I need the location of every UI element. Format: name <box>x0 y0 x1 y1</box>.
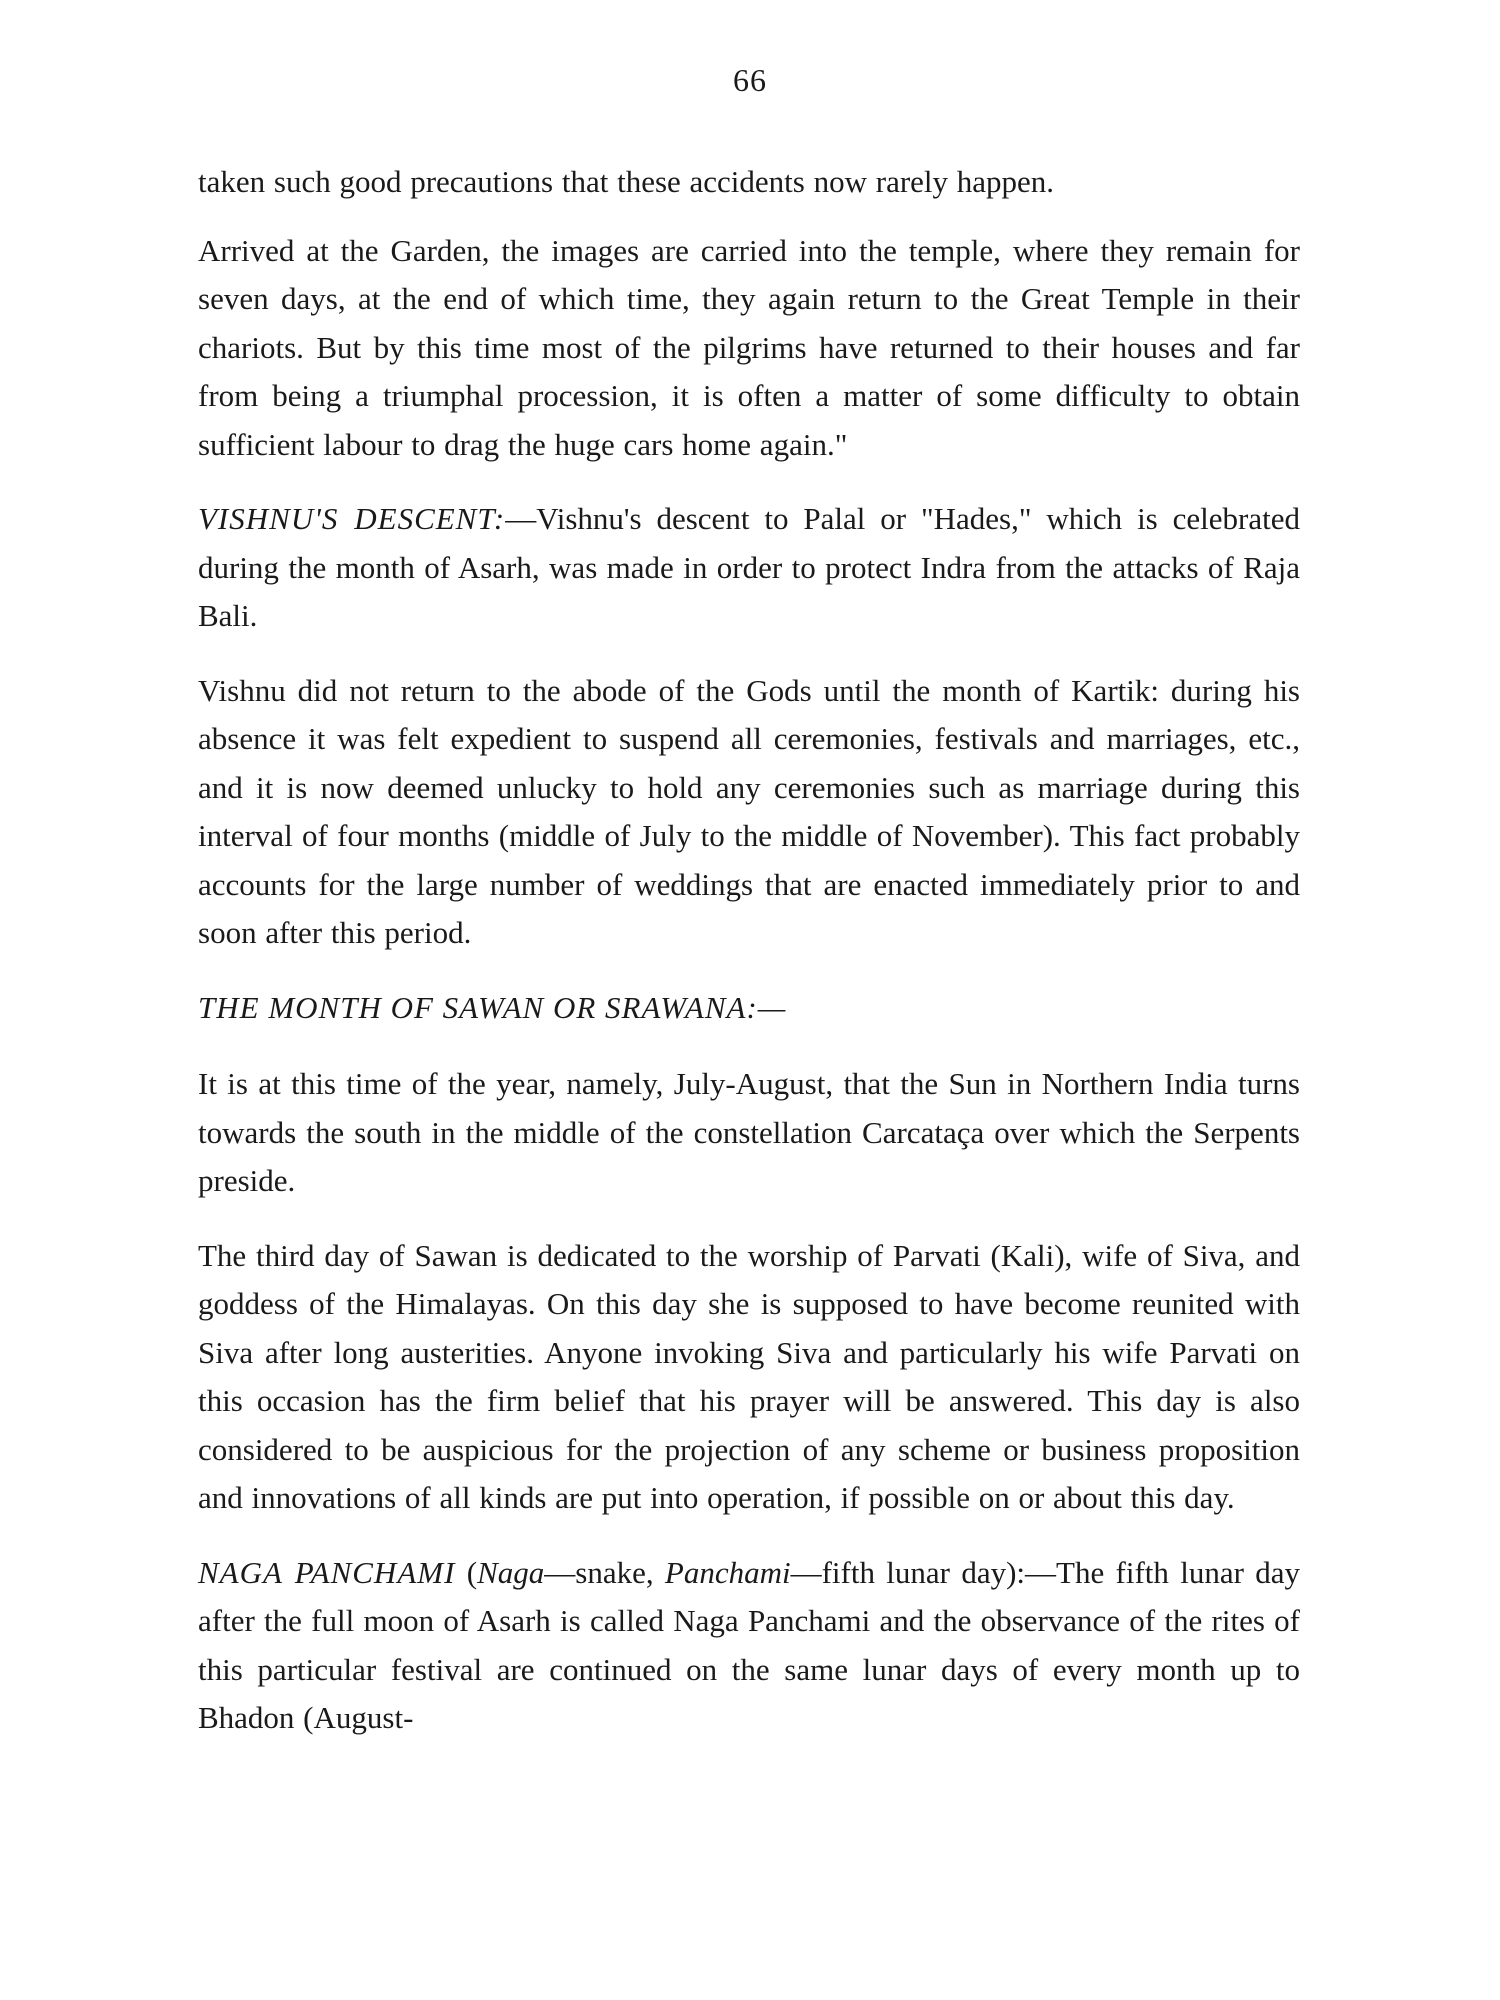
heading-naga-panchami: NAGA PANCHAMI <box>198 1554 456 1590</box>
naga-dash-two: —fifth lunar day):— <box>790 1554 1057 1590</box>
heading-vishnu-descent: VISHNU'S DESCENT: <box>198 501 506 536</box>
term-panchami: Panchami <box>664 1554 791 1590</box>
paragraph-continuation: taken such good precautions that these accidents now rarely happen. <box>198 164 1055 199</box>
term-naga: Naga <box>477 1554 545 1590</box>
body-text <box>198 158 1300 1769</box>
paragraph-vishnu-return: Vishnu did not return to the abode of the Gods until the month of Kartik: during his absence it was felt expedient to suspend all ceremonies, festivals and marriages, etc., and it is now deemed unlucky to hold any ceremonies such as marriage during this interval of four months (middle of July to the middle of November). This fact probably accounts for the large number of weddings that are enacted immediately prior to and soon after this period. <box>198 672 1300 950</box>
paragraph-naga-panchami <box>198 1549 1300 1743</box>
paragraph-sun-south: It is at this time of the year, namely, July-August, that the Sun in Northern India turns towards the south in the middle of the constellation Carcataça over which the Serpents preside. <box>198 1066 1300 1198</box>
naga-dash-one: —snake, <box>544 1554 665 1590</box>
paragraph-vishnu-descent <box>198 495 1300 641</box>
naga-panchami-body: The fifth lunar day after the full moon of Asarh is called Naga Panchami and the observance of the rites of this particular festival are continued on the same lunar days of every month up to Bhadon (August- <box>198 1554 1300 1735</box>
heading-month-of-sawan: THE MONTH OF SAWAN OR SRAWANA:— <box>198 989 787 1025</box>
naga-paren-open: ( <box>455 1554 478 1590</box>
paragraph-parvati: The third day of Sawan is dedicated to the worship of Parvati (Kali), wife of Siva, and goddess of the Himalayas. On this day she is supposed to have become reunited with Siva after long austerities. Anyone invoking Siva and particularly his wife Parvati on this occasion has the firm belief that his prayer will be answered. This day is also considered to be auspicious for the projection of any scheme or business proposition and innovations of all kinds are put into operation, if possible on or about this day. <box>198 1237 1300 1515</box>
page-number: 66 <box>733 62 767 98</box>
paragraph-garden: Arrived at the Garden, the images are carried into the temple, where they remain for seven days, at the end of which time, they again return to the Great Temple in their chariots. But by this time most of the pilgrims have returned to their houses and far from being a triumphal procession, it is often a matter of some difficulty to obtain sufficient labour to drag the huge cars home again." <box>198 232 1300 462</box>
vishnu-descent-body: —Vishnu's descent to Palal or "Hades," which is celebrated during the month of Asarh, was made in order to protect Indra from the attacks of Raja Bali. <box>198 501 1300 633</box>
